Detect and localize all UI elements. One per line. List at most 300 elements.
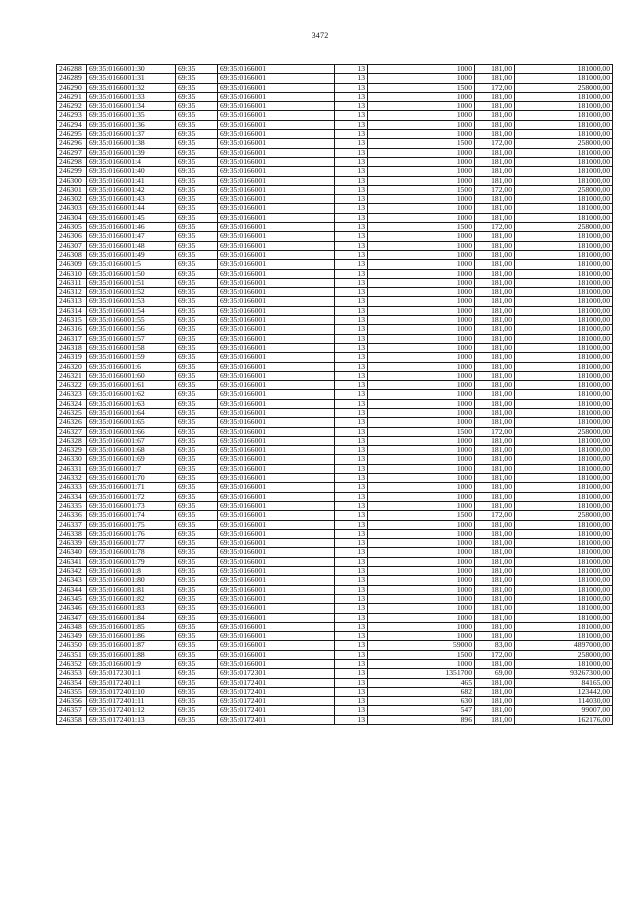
row-id-cell: 246349 [57, 632, 87, 641]
table-row [57, 325, 613, 334]
category-code-cell: 13 [335, 381, 368, 390]
area-cell: 1000 [368, 65, 475, 74]
row-id-cell: 246289 [57, 74, 87, 83]
cadastral-quarter-cell: 69:35:0166001 [218, 250, 335, 259]
row-id-cell: 246356 [57, 697, 87, 706]
rate-cell: 181,00 [475, 241, 515, 250]
row-id-cell: 246344 [57, 585, 87, 594]
table-row [57, 399, 613, 408]
area-cell: 1000 [368, 204, 475, 213]
district-code-cell: 69:35 [176, 390, 218, 399]
cadastral-quarter-cell: 69:35:0166001 [218, 288, 335, 297]
district-code-cell: 69:35 [176, 120, 218, 129]
cadastral-quarter-cell: 69:35:0166001 [218, 604, 335, 613]
rate-cell: 181,00 [475, 167, 515, 176]
rate-cell: 181,00 [475, 325, 515, 334]
area-cell: 1000 [368, 148, 475, 157]
cadastral-value-cell: 181000,00 [515, 92, 613, 101]
rate-cell: 181,00 [475, 594, 515, 603]
row-id-cell: 246353 [57, 669, 87, 678]
category-code-cell: 13 [335, 557, 368, 566]
rate-cell: 181,00 [475, 269, 515, 278]
rate-cell: 181,00 [475, 195, 515, 204]
cadastral-value-cell: 181000,00 [515, 288, 613, 297]
district-code-cell: 69:35 [176, 632, 218, 641]
row-id-cell: 246345 [57, 594, 87, 603]
cadastral-number-cell: 69:35:0166001:45 [87, 213, 176, 222]
category-code-cell: 13 [335, 567, 368, 576]
row-id-cell: 246301 [57, 185, 87, 194]
cadastral-value-cell: 258000,00 [515, 83, 613, 92]
row-id-cell: 246329 [57, 446, 87, 455]
area-cell: 1500 [368, 139, 475, 148]
area-cell: 1000 [368, 167, 475, 176]
cadastral-value-cell: 181000,00 [515, 260, 613, 269]
category-code-cell: 13 [335, 130, 368, 139]
district-code-cell: 69:35 [176, 195, 218, 204]
cadastral-quarter-cell: 69:35:0166001 [218, 269, 335, 278]
rate-cell: 181,00 [475, 297, 515, 306]
cadastral-number-cell: 69:35:0166001:62 [87, 390, 176, 399]
rate-cell: 181,00 [475, 585, 515, 594]
rate-cell: 181,00 [475, 576, 515, 585]
cadastral-quarter-cell: 69:35:0166001 [218, 92, 335, 101]
cadastral-number-cell: 69:35:0166001:77 [87, 539, 176, 548]
category-code-cell: 13 [335, 316, 368, 325]
category-code-cell: 13 [335, 102, 368, 111]
district-code-cell: 69:35 [176, 622, 218, 631]
area-cell: 1000 [368, 120, 475, 129]
cadastral-number-cell: 69:35:0166001:9 [87, 660, 176, 669]
area-cell: 896 [368, 715, 475, 724]
table-row [57, 613, 613, 622]
district-code-cell: 69:35 [176, 269, 218, 278]
table-row [57, 130, 613, 139]
cadastral-value-cell: 181000,00 [515, 492, 613, 501]
cadastral-quarter-cell: 69:35:0166001 [218, 567, 335, 576]
table-row [57, 669, 613, 678]
cadastral-value-cell: 181000,00 [515, 539, 613, 548]
table-row [57, 557, 613, 566]
cadastral-number-cell: 69:35:0166001:42 [87, 185, 176, 194]
cadastral-quarter-cell: 69:35:0166001 [218, 102, 335, 111]
cadastral-value-cell: 181000,00 [515, 381, 613, 390]
row-id-cell: 246320 [57, 362, 87, 371]
district-code-cell: 69:35 [176, 594, 218, 603]
row-id-cell: 246308 [57, 250, 87, 259]
district-code-cell: 69:35 [176, 250, 218, 259]
cadastral-quarter-cell: 69:35:0166001 [218, 334, 335, 343]
table-row [57, 167, 613, 176]
cadastral-number-cell: 69:35:0166001:79 [87, 557, 176, 566]
cadastral-value-cell: 181000,00 [515, 65, 613, 74]
table-row [57, 241, 613, 250]
area-cell: 1000 [368, 353, 475, 362]
cadastral-value-cell: 181000,00 [515, 613, 613, 622]
cadastral-quarter-cell: 69:35:0166001 [218, 408, 335, 417]
area-cell: 1000 [368, 195, 475, 204]
table-row [57, 641, 613, 650]
cadastral-value-cell: 181000,00 [515, 325, 613, 334]
district-code-cell: 69:35 [176, 418, 218, 427]
area-cell: 1000 [368, 660, 475, 669]
cadastral-number-cell: 69:35:0166001:39 [87, 148, 176, 157]
district-code-cell: 69:35 [176, 613, 218, 622]
district-code-cell: 69:35 [176, 585, 218, 594]
cadastral-value-cell: 181000,00 [515, 278, 613, 287]
table-row [57, 381, 613, 390]
category-code-cell: 13 [335, 492, 368, 501]
rate-cell: 181,00 [475, 148, 515, 157]
district-code-cell: 69:35 [176, 223, 218, 232]
cadastral-number-cell: 69:35:0166001:35 [87, 111, 176, 120]
cadastral-quarter-cell: 69:35:0166001 [218, 204, 335, 213]
area-cell: 547 [368, 706, 475, 715]
table-row [57, 483, 613, 492]
cadastral-value-cell: 181000,00 [515, 111, 613, 120]
table-row [57, 139, 613, 148]
category-code-cell: 13 [335, 408, 368, 417]
row-id-cell: 246343 [57, 576, 87, 585]
cadastral-quarter-cell: 69:35:0166001 [218, 529, 335, 538]
rate-cell: 181,00 [475, 557, 515, 566]
land-register-table [56, 64, 613, 725]
cadastral-number-cell: 69:35:0172301:1 [87, 669, 176, 678]
area-cell: 1000 [368, 362, 475, 371]
row-id-cell: 246358 [57, 715, 87, 724]
cadastral-number-cell: 69:35:0166001:36 [87, 120, 176, 129]
rate-cell: 181,00 [475, 260, 515, 269]
cadastral-value-cell: 181000,00 [515, 446, 613, 455]
category-code-cell: 13 [335, 232, 368, 241]
area-cell: 1000 [368, 92, 475, 101]
area-cell: 1000 [368, 343, 475, 352]
cadastral-number-cell: 69:35:0166001:68 [87, 446, 176, 455]
category-code-cell: 13 [335, 715, 368, 724]
district-code-cell: 69:35 [176, 539, 218, 548]
area-cell: 1000 [368, 464, 475, 473]
row-id-cell: 246350 [57, 641, 87, 650]
row-id-cell: 246315 [57, 316, 87, 325]
cadastral-value-cell: 258000,00 [515, 223, 613, 232]
category-code-cell: 13 [335, 241, 368, 250]
district-code-cell: 69:35 [176, 455, 218, 464]
rate-cell: 181,00 [475, 706, 515, 715]
cadastral-value-cell: 181000,00 [515, 371, 613, 380]
row-id-cell: 246297 [57, 148, 87, 157]
district-code-cell: 69:35 [176, 427, 218, 436]
area-cell: 1000 [368, 446, 475, 455]
rate-cell: 181,00 [475, 492, 515, 501]
table-row [57, 204, 613, 213]
cadastral-quarter-cell: 69:35:0166001 [218, 436, 335, 445]
area-cell: 1000 [368, 213, 475, 222]
row-id-cell: 246290 [57, 83, 87, 92]
row-id-cell: 246354 [57, 678, 87, 687]
category-code-cell: 13 [335, 74, 368, 83]
category-code-cell: 13 [335, 250, 368, 259]
area-cell: 1000 [368, 632, 475, 641]
cadastral-value-cell: 181000,00 [515, 464, 613, 473]
cadastral-value-cell: 181000,00 [515, 213, 613, 222]
category-code-cell: 13 [335, 157, 368, 166]
cadastral-number-cell: 69:35:0166001:47 [87, 232, 176, 241]
category-code-cell: 13 [335, 204, 368, 213]
district-code-cell: 69:35 [176, 492, 218, 501]
cadastral-quarter-cell: 69:35:0166001 [218, 613, 335, 622]
category-code-cell: 13 [335, 529, 368, 538]
table-row [57, 157, 613, 166]
category-code-cell: 13 [335, 632, 368, 641]
row-id-cell: 246326 [57, 418, 87, 427]
row-id-cell: 246322 [57, 381, 87, 390]
row-id-cell: 246342 [57, 567, 87, 576]
row-id-cell: 246302 [57, 195, 87, 204]
cadastral-value-cell: 181000,00 [515, 501, 613, 510]
row-id-cell: 246304 [57, 213, 87, 222]
category-code-cell: 13 [335, 594, 368, 603]
table-row [57, 501, 613, 510]
cadastral-value-cell: 114030,00 [515, 697, 613, 706]
table-row [57, 539, 613, 548]
cadastral-quarter-cell: 69:35:0166001 [218, 343, 335, 352]
cadastral-value-cell: 181000,00 [515, 390, 613, 399]
cadastral-value-cell: 181000,00 [515, 316, 613, 325]
area-cell: 1000 [368, 418, 475, 427]
table-row [57, 520, 613, 529]
cadastral-number-cell: 69:35:0172401:13 [87, 715, 176, 724]
cadastral-number-cell: 69:35:0166001:87 [87, 641, 176, 650]
district-code-cell: 69:35 [176, 130, 218, 139]
cadastral-quarter-cell: 69:35:0166001 [218, 520, 335, 529]
cadastral-number-cell: 69:35:0166001:54 [87, 306, 176, 315]
cadastral-number-cell: 69:35:0166001:34 [87, 102, 176, 111]
table-row [57, 455, 613, 464]
table-row [57, 306, 613, 315]
district-code-cell: 69:35 [176, 241, 218, 250]
cadastral-quarter-cell: 69:35:0166001 [218, 362, 335, 371]
table-row [57, 408, 613, 417]
cadastral-value-cell: 181000,00 [515, 297, 613, 306]
table-row [57, 464, 613, 473]
cadastral-value-cell: 181000,00 [515, 232, 613, 241]
district-code-cell: 69:35 [176, 306, 218, 315]
rate-cell: 172,00 [475, 511, 515, 520]
category-code-cell: 13 [335, 613, 368, 622]
rate-cell: 181,00 [475, 697, 515, 706]
cadastral-number-cell: 69:35:0166001:61 [87, 381, 176, 390]
category-code-cell: 13 [335, 353, 368, 362]
cadastral-number-cell: 69:35:0166001:56 [87, 325, 176, 334]
cadastral-value-cell: 181000,00 [515, 176, 613, 185]
cadastral-value-cell: 93267300,00 [515, 669, 613, 678]
district-code-cell: 69:35 [176, 483, 218, 492]
row-id-cell: 246328 [57, 436, 87, 445]
district-code-cell: 69:35 [176, 511, 218, 520]
category-code-cell: 13 [335, 483, 368, 492]
cadastral-number-cell: 69:35:0166001:70 [87, 474, 176, 483]
register-body [57, 65, 613, 725]
table-row [57, 297, 613, 306]
category-code-cell: 13 [335, 195, 368, 204]
cadastral-number-cell: 69:35:0166001:30 [87, 65, 176, 74]
area-cell: 1000 [368, 436, 475, 445]
district-code-cell: 69:35 [176, 343, 218, 352]
table-row [57, 418, 613, 427]
district-code-cell: 69:35 [176, 520, 218, 529]
rate-cell: 181,00 [475, 464, 515, 473]
cadastral-value-cell: 181000,00 [515, 102, 613, 111]
area-cell: 1000 [368, 157, 475, 166]
cadastral-quarter-cell: 69:35:0172401 [218, 697, 335, 706]
cadastral-value-cell: 181000,00 [515, 529, 613, 538]
row-id-cell: 246296 [57, 139, 87, 148]
cadastral-number-cell: 69:35:0166001:33 [87, 92, 176, 101]
cadastral-number-cell: 69:35:0166001:50 [87, 269, 176, 278]
cadastral-quarter-cell: 69:35:0166001 [218, 325, 335, 334]
cadastral-number-cell: 69:35:0166001:37 [87, 130, 176, 139]
cadastral-number-cell: 69:35:0166001:74 [87, 511, 176, 520]
district-code-cell: 69:35 [176, 706, 218, 715]
rate-cell: 181,00 [475, 474, 515, 483]
category-code-cell: 13 [335, 697, 368, 706]
district-code-cell: 69:35 [176, 213, 218, 222]
category-code-cell: 13 [335, 511, 368, 520]
area-cell: 1000 [368, 371, 475, 380]
district-code-cell: 69:35 [176, 436, 218, 445]
cadastral-number-cell: 69:35:0166001:80 [87, 576, 176, 585]
cadastral-quarter-cell: 69:35:0166001 [218, 111, 335, 120]
cadastral-quarter-cell: 69:35:0166001 [218, 297, 335, 306]
category-code-cell: 13 [335, 585, 368, 594]
category-code-cell: 13 [335, 464, 368, 473]
row-id-cell: 246305 [57, 223, 87, 232]
table-row [57, 92, 613, 101]
area-cell: 1500 [368, 427, 475, 436]
cadastral-quarter-cell: 69:35:0166001 [218, 455, 335, 464]
rate-cell: 181,00 [475, 613, 515, 622]
cadastral-quarter-cell: 69:35:0166001 [218, 650, 335, 659]
area-cell: 1000 [368, 492, 475, 501]
row-id-cell: 246352 [57, 660, 87, 669]
table-row [57, 567, 613, 576]
cadastral-number-cell: 69:35:0166001:49 [87, 250, 176, 259]
cadastral-number-cell: 69:35:0172401:10 [87, 687, 176, 696]
area-cell: 1000 [368, 232, 475, 241]
row-id-cell: 246292 [57, 102, 87, 111]
table-row [57, 390, 613, 399]
cadastral-quarter-cell: 69:35:0166001 [218, 232, 335, 241]
rate-cell: 181,00 [475, 548, 515, 557]
district-code-cell: 69:35 [176, 399, 218, 408]
table-row [57, 511, 613, 520]
district-code-cell: 69:35 [176, 334, 218, 343]
table-row [57, 604, 613, 613]
table-row [57, 678, 613, 687]
category-code-cell: 13 [335, 83, 368, 92]
cadastral-quarter-cell: 69:35:0166001 [218, 185, 335, 194]
area-cell: 1000 [368, 381, 475, 390]
rate-cell: 181,00 [475, 176, 515, 185]
cadastral-value-cell: 181000,00 [515, 436, 613, 445]
cadastral-number-cell: 69:35:0172401:12 [87, 706, 176, 715]
category-code-cell: 13 [335, 213, 368, 222]
cadastral-number-cell: 69:35:0166001:52 [87, 288, 176, 297]
area-cell: 1000 [368, 390, 475, 399]
category-code-cell: 13 [335, 120, 368, 129]
table-row [57, 650, 613, 659]
row-id-cell: 246338 [57, 529, 87, 538]
row-id-cell: 246307 [57, 241, 87, 250]
table-row [57, 706, 613, 715]
table-row [57, 474, 613, 483]
category-code-cell: 13 [335, 622, 368, 631]
cadastral-quarter-cell: 69:35:0172301 [218, 669, 335, 678]
rate-cell: 181,00 [475, 381, 515, 390]
area-cell: 1500 [368, 511, 475, 520]
row-id-cell: 246312 [57, 288, 87, 297]
cadastral-value-cell: 181000,00 [515, 269, 613, 278]
district-code-cell: 69:35 [176, 464, 218, 473]
area-cell: 1000 [368, 474, 475, 483]
district-code-cell: 69:35 [176, 557, 218, 566]
rate-cell: 181,00 [475, 622, 515, 631]
area-cell: 682 [368, 687, 475, 696]
district-code-cell: 69:35 [176, 176, 218, 185]
category-code-cell: 13 [335, 520, 368, 529]
cadastral-value-cell: 258000,00 [515, 427, 613, 436]
area-cell: 1000 [368, 297, 475, 306]
district-code-cell: 69:35 [176, 381, 218, 390]
table-row [57, 269, 613, 278]
area-cell: 1500 [368, 650, 475, 659]
area-cell: 1000 [368, 316, 475, 325]
rate-cell: 181,00 [475, 102, 515, 111]
category-code-cell: 13 [335, 650, 368, 659]
cadastral-number-cell: 69:35:0166001:57 [87, 334, 176, 343]
area-cell: 1000 [368, 269, 475, 278]
cadastral-quarter-cell: 69:35:0166001 [218, 83, 335, 92]
area-cell: 1000 [368, 622, 475, 631]
cadastral-value-cell: 181000,00 [515, 660, 613, 669]
cadastral-number-cell: 69:35:0166001:7 [87, 464, 176, 473]
row-id-cell: 246288 [57, 65, 87, 74]
cadastral-quarter-cell: 69:35:0166001 [218, 585, 335, 594]
area-cell: 465 [368, 678, 475, 687]
cadastral-quarter-cell: 69:35:0166001 [218, 167, 335, 176]
row-id-cell: 246347 [57, 613, 87, 622]
cadastral-value-cell: 258000,00 [515, 511, 613, 520]
cadastral-quarter-cell: 69:35:0166001 [218, 399, 335, 408]
table-row [57, 632, 613, 641]
cadastral-value-cell: 181000,00 [515, 343, 613, 352]
category-code-cell: 13 [335, 306, 368, 315]
district-code-cell: 69:35 [176, 371, 218, 380]
cadastral-number-cell: 69:35:0166001:73 [87, 501, 176, 510]
cadastral-value-cell: 181000,00 [515, 455, 613, 464]
row-id-cell: 246325 [57, 408, 87, 417]
category-code-cell: 13 [335, 269, 368, 278]
cadastral-value-cell: 181000,00 [515, 483, 613, 492]
cadastral-number-cell: 69:35:0166001:53 [87, 297, 176, 306]
district-code-cell: 69:35 [176, 111, 218, 120]
cadastral-value-cell: 181000,00 [515, 334, 613, 343]
area-cell: 1000 [368, 557, 475, 566]
rate-cell: 181,00 [475, 204, 515, 213]
category-code-cell: 13 [335, 436, 368, 445]
row-id-cell: 246348 [57, 622, 87, 631]
table-row [57, 660, 613, 669]
